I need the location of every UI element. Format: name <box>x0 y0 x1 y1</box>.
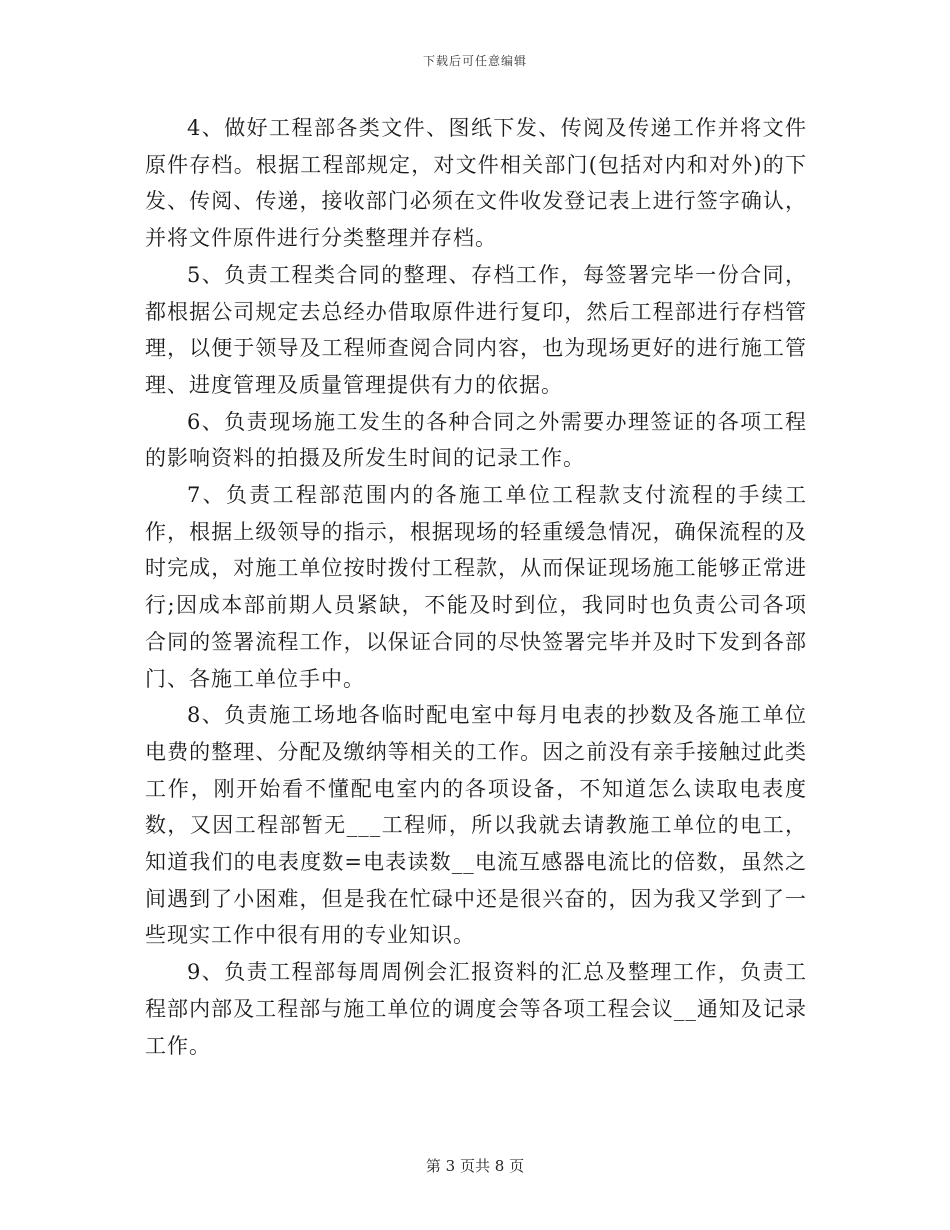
paragraph-item-5: 5、负责工程类合同的整理、存档工作，每签署完毕一份合同，都根据公司规定去总经办借取原件进行复印，然后工程部进行存档管理，以便于领导及工程师查阅合同内容，也为现场更好的进行施工管理、进度管理及质量管理提供有力的依据。 <box>145 262 807 397</box>
page-number-footer: 第 3 页共 8 页 <box>425 1157 525 1175</box>
paragraph-item-4: 4、做好工程部各类文件、图纸下发、传阅及传递工作并将文件原件存档。根据工程部规定，对文件相关部门(包括对内和对外)的下发、传阅、传递，接收部门必须在文件收发登记表上进行签字确认，并将文件原件进行分类整理并存档。 <box>145 116 807 251</box>
paragraph-item-6: 6、负责现场施工发生的各种合同之外需要办理签证的各项工程的影响资料的拍摄及所发生时间的记录工作。 <box>145 409 807 471</box>
paragraph-item-9: 9、负责工程部每周周例会汇报资料的汇总及整理工作，负责工程部内部及工程部与施工单位的调度会等各项工程会议__通知及记录工作。 <box>145 960 807 1058</box>
page-header: 下载后可任意编辑 <box>422 54 527 68</box>
document-body <box>145 110 807 1064</box>
paragraph-item-7: 7、负责工程部范围内的各施工单位工程款支付流程的手续工作，根据上级领导的指示，根据现场的轻重缓急情况，确保流程的及时完成，对施工单位按时拨付工程款，从而保证现场施工能够正常进行;因成本部前期人员紧缺，不能及时到位，我同时也负责公司各项合同的签署流程工作，以保证合同的尽快签署完毕并及时下发到各部门、各施工单位手中。 <box>145 483 807 691</box>
paragraph-item-8: 8、负责施工场地各临时配电室中每月电表的抄数及各施工单位电费的整理、分配及缴纳等相关的工作。因之前没有亲手接触过此类工作，刚开始看不懂配电室内的各项设备，不知道怎么读取电表度数，又因工程部暂无___工程师，所以我就去请教施工单位的电工，知道我们的电表度数=电表读数__电流互感器电流比的倍数，虽然之间遇到了小困难，但是我在忙碌中还是很兴奋的，因为我又学到了一些现实工作中很有用的专业知识。 <box>145 703 807 948</box>
